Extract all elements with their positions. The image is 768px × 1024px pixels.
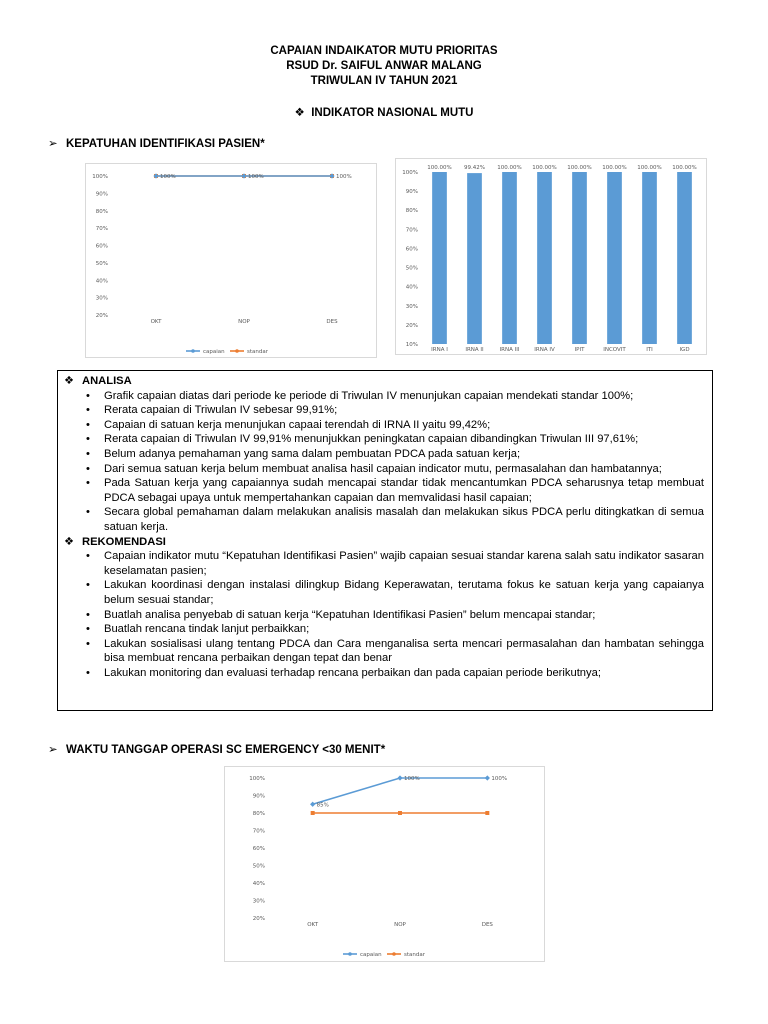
section2-heading: [48, 742, 385, 756]
bar: [502, 172, 517, 344]
y-tick-label: 100%: [92, 174, 108, 180]
series-point-standar: [485, 811, 489, 815]
series-line-capaian: [313, 778, 488, 804]
x-tick-label: IRNA I: [431, 347, 448, 353]
x-tick-label: IRNA II: [465, 347, 484, 353]
data-label: 100%: [248, 174, 264, 180]
x-tick-label: INCOVIT: [603, 347, 626, 353]
data-label: 100%: [404, 776, 420, 782]
data-label: 85%: [316, 802, 329, 809]
x-tick-label: NOP: [394, 922, 406, 928]
line-chart-waktu-tanggap: [224, 766, 545, 962]
analisa-heading-text: ANALISA: [82, 375, 132, 387]
y-tick-label: 20%: [252, 916, 265, 922]
series-point-standar: [398, 811, 402, 815]
x-tick-label: IRNA III: [499, 347, 520, 353]
y-tick-label: 90%: [405, 189, 418, 196]
bar-chart-kepatuhan-unit: [395, 158, 707, 355]
list-item: • Pada Satuan kerja yang capaiannya sudah mencapai standar tidak mencantumkan PDCA seharusnya tetap membuat PDCA sebagai upaya untuk mempertahankan capaian dan memvalidasi hasil capaian;: [64, 476, 704, 505]
bar: [432, 172, 447, 344]
y-tick-label: 40%: [405, 284, 418, 291]
bar: [642, 172, 657, 344]
legend-label: standar: [404, 952, 426, 958]
rekomendasi-heading: [64, 535, 704, 550]
list-item: • Capaian indikator mutu “Kepatuhan Identifikasi Pasien” wajib capaian sesuai standar karena salah satu indikator sasaran keselamatan pasien;: [64, 549, 704, 578]
x-tick-label: IPIT: [574, 347, 585, 353]
arrow-bullet-icon: ➢: [48, 744, 58, 756]
data-label: 100%: [336, 174, 352, 180]
list-item: • Buatlah analisa penyebab di satuan kerja “Kepatuhan Identifikasi Pasien” belum mencapai standar;: [64, 608, 704, 623]
line-chart-svg: [86, 164, 376, 357]
data-label: 100%: [160, 174, 176, 180]
legend-marker-standar: [235, 349, 239, 353]
legend-label: capaian: [360, 952, 382, 958]
x-tick-label: OKT: [307, 922, 319, 928]
title-line-2: RSUD Dr. SAIFUL ANWAR MALANG: [286, 60, 482, 72]
document-title-block: [0, 44, 768, 89]
rekomendasi-heading-text: REKOMENDASI: [82, 535, 166, 548]
legend-label: standar: [247, 349, 269, 355]
bar-chart-svg: [396, 159, 706, 354]
data-label: 99.42%: [464, 165, 485, 171]
series-point-standar: [311, 811, 315, 815]
data-label: 100.00%: [567, 165, 592, 171]
section-title: INDIKATOR NASIONAL MUTU: [311, 107, 474, 119]
y-tick-label: 50%: [405, 265, 418, 272]
list-item: • Lakukan koordinasi dengan instalasi dilingkup Bidang Keperawatan, terutama fokus ke satuan kerja yang capaianya belum sesuai standar;: [64, 578, 704, 607]
y-tick-label: 60%: [252, 846, 265, 852]
legend-marker-standar: [392, 952, 396, 956]
y-tick-label: 40%: [95, 278, 108, 285]
list-item: • Belum adanya pemahaman yang sama dalam pembuatan PDCA pada satuan kerja;: [64, 447, 704, 462]
arrow-bullet-icon: ➢: [48, 138, 58, 150]
list-item: • Capaian di satuan kerja menunjukan capaai terendah di IRNA II yaitu 99,42%;: [64, 418, 704, 433]
y-tick-label: 80%: [405, 208, 418, 215]
data-label: 100%: [491, 776, 508, 782]
series-point-capaian: [485, 775, 490, 780]
list-item: • Lakukan sosialisasi ulang tentang PDCA dan Cara menganalisa serta mencari permasalahan dan hambatan sehingga bisa membuat rencana perbaikan dengan tepat dan benar: [64, 637, 704, 666]
y-tick-label: 90%: [252, 793, 265, 800]
data-label: 100.00%: [497, 165, 522, 171]
section-indikator-nasional-mutu: [0, 105, 768, 119]
title-line-3: TRIWULAN IV TAHUN 2021: [310, 75, 458, 87]
bar: [537, 172, 552, 344]
data-label: 100.00%: [427, 165, 452, 171]
y-tick-label: 60%: [405, 246, 418, 253]
series-point-capaian: [397, 775, 402, 780]
series-point-capaian: [310, 802, 315, 807]
y-tick-label: 50%: [252, 863, 265, 870]
bar: [572, 172, 587, 344]
y-tick-label: 60%: [95, 243, 108, 250]
y-tick-label: 20%: [405, 322, 418, 329]
list-item: • Buatlah rencana tindak lanjut perbaikkan;: [64, 622, 704, 637]
line-chart-svg: [225, 767, 544, 961]
list-item: • Dari semua satuan kerja belum membuat analisa hasil capaian indicator mutu, permasalahan dan hambatannya;: [64, 462, 704, 477]
list-item: • Grafik capaian diatas dari periode ke periode di Triwulan IV menunjukan capaian mendekati standar 100%;: [64, 389, 704, 404]
bar: [607, 172, 622, 344]
y-tick-label: 10%: [405, 342, 418, 348]
x-tick-label: DES: [326, 319, 338, 325]
x-tick-label: DES: [481, 922, 493, 928]
legend-marker-capaian: [191, 349, 195, 353]
list-item: • Rerata capaian di Triwulan IV sebesar 99,91%;: [64, 403, 704, 418]
analisa-list: [64, 389, 704, 535]
y-tick-label: 70%: [405, 227, 418, 234]
section1-heading: [48, 136, 265, 150]
rekomendasi-list: [64, 549, 704, 680]
x-tick-label: ITI: [646, 347, 653, 353]
y-tick-label: 70%: [252, 828, 265, 835]
y-tick-label: 30%: [252, 898, 265, 905]
section2-title: WAKTU TANGGAP OPERASI SC EMERGENCY <30 MENIT*: [66, 744, 386, 756]
bar: [677, 172, 692, 344]
y-tick-label: 80%: [95, 208, 108, 215]
x-tick-label: OKT: [150, 319, 162, 325]
line-chart-kepatuhan-monthly: [85, 163, 377, 358]
data-label: 100.00%: [602, 165, 627, 171]
y-tick-label: 80%: [252, 811, 265, 817]
legend-label: capaian: [203, 349, 225, 355]
list-item: • Secara global pemahaman dalam melakukan analisis masalah dan melakukan sikus PDCA perlu ditingkatkan di semua satuan kerja.: [64, 505, 704, 534]
y-tick-label: 40%: [252, 881, 265, 887]
y-tick-label: 30%: [95, 295, 108, 302]
analisa-heading: [64, 374, 704, 389]
data-label: 100.00%: [637, 165, 662, 171]
y-tick-label: 20%: [95, 313, 108, 319]
list-item: • Rerata capaian di Triwulan IV 99,91% menunjukkan peningkatan capaian dibandingkan Triwulan III 97,61%;: [64, 432, 704, 447]
y-tick-label: 100%: [402, 170, 418, 176]
diamond-bullet-icon: ❖: [64, 535, 75, 548]
diamond-bullet-icon: ❖: [294, 107, 305, 119]
legend-marker-capaian: [348, 952, 352, 956]
y-tick-label: 100%: [249, 776, 265, 782]
section1-title: KEPATUHAN IDENTIFIKASI PASIEN*: [66, 138, 265, 150]
x-tick-label: IRNA IV: [534, 347, 555, 353]
y-tick-label: 30%: [405, 303, 418, 310]
bar: [467, 173, 482, 344]
list-item: • Lakukan monitoring dan evaluasi terhadap rencana perbaikan dan pada capaian periode berikutnya;: [64, 666, 704, 681]
diamond-bullet-icon: ❖: [64, 375, 75, 387]
data-label: 100.00%: [532, 165, 557, 171]
x-tick-label: NOP: [238, 319, 250, 325]
y-tick-label: 50%: [95, 260, 108, 267]
data-label: 100.00%: [672, 165, 697, 171]
x-tick-label: IGD: [679, 347, 690, 353]
analysis-box: [57, 370, 713, 711]
y-tick-label: 90%: [95, 191, 108, 198]
y-tick-label: 70%: [95, 226, 108, 233]
title-line-1: CAPAIAN INDAIKATOR MUTU PRIORITAS: [270, 45, 498, 57]
